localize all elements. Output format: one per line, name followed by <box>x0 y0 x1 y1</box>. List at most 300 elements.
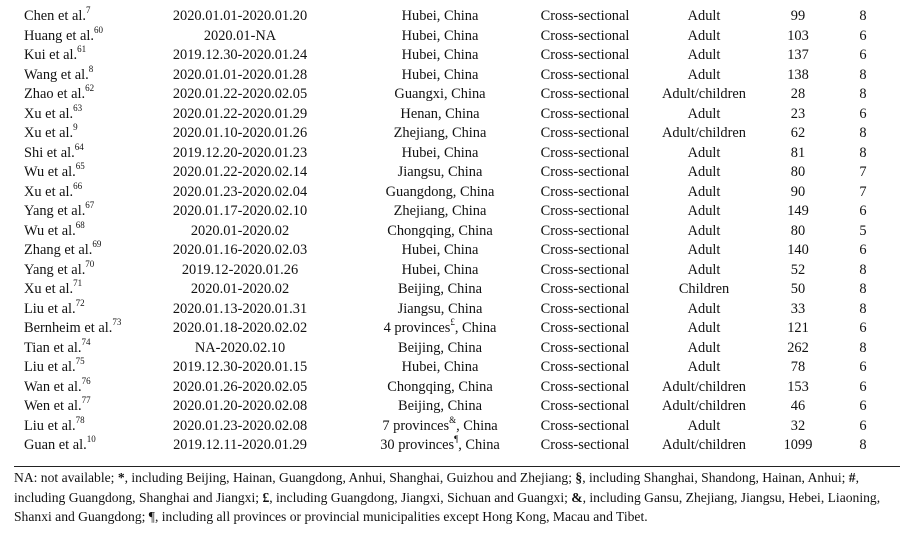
population-cell <box>630 163 778 183</box>
author-name: Chen et al. <box>24 8 86 24</box>
population-cell <box>630 319 778 339</box>
reference-number: 78 <box>75 414 85 425</box>
population-cell <box>630 436 778 456</box>
author-cell <box>0 397 140 417</box>
sample-size-cell <box>778 163 818 183</box>
reference-number: 10 <box>86 434 96 445</box>
sample-size-cell <box>778 436 818 456</box>
population-cell <box>630 7 778 27</box>
quality-score: 6 <box>859 203 867 219</box>
quality-score-cell <box>818 163 908 183</box>
population: Adult/children <box>662 437 746 453</box>
study-period-cell <box>140 417 340 437</box>
design-cell <box>540 261 630 281</box>
table-row <box>0 105 908 125</box>
quality-score: 7 <box>859 164 867 180</box>
study-design: Cross-sectional <box>540 144 630 161</box>
study-design: Cross-sectional <box>540 203 630 219</box>
study-characteristics-table <box>0 7 908 456</box>
quality-score-cell <box>818 7 908 27</box>
location-cell <box>340 280 540 300</box>
location-footnote-mark: £ <box>450 317 455 328</box>
design-cell <box>540 339 630 359</box>
location: Beijing, China <box>398 281 482 297</box>
quality-score: 8 <box>859 86 867 102</box>
author-name: Xu et al. <box>24 125 74 141</box>
author-name: Huang et al. <box>24 27 94 44</box>
table-row <box>0 319 908 339</box>
population: Adult/children <box>662 398 746 414</box>
study-period: 2020.01.23-2020.02.04 <box>172 183 308 200</box>
study-period-cell <box>140 7 340 27</box>
sample-size: 137 <box>787 47 809 63</box>
author-name: Shi et al. <box>24 144 75 161</box>
location-cell <box>340 261 540 281</box>
author-cell <box>0 85 140 105</box>
quality-score-cell <box>818 300 908 320</box>
author-name: Liu et al. <box>24 359 76 375</box>
study-period-cell <box>140 183 340 203</box>
sample-size-cell <box>778 202 818 222</box>
reference-number: 60 <box>93 24 103 35</box>
location: Hubei, China <box>401 66 479 83</box>
quality-score-cell <box>818 46 908 66</box>
location-cell <box>340 222 540 242</box>
reference-number: 75 <box>75 356 85 367</box>
design-cell <box>540 436 630 456</box>
location: Beijing, China <box>398 339 482 356</box>
author-name: Xu et al. <box>24 105 74 122</box>
population: Adult <box>687 222 721 239</box>
author-name: Wan et al. <box>24 378 82 395</box>
location: Guangxi, China <box>394 86 486 102</box>
population: Adult <box>687 320 721 336</box>
study-period-cell <box>140 105 340 125</box>
reference-number: 9 <box>73 122 78 133</box>
study-period: 2020.01.10-2020.01.26 <box>172 125 308 141</box>
location: 4 provinces <box>383 320 451 336</box>
sample-size: 153 <box>787 378 809 395</box>
quality-score: 8 <box>859 144 867 161</box>
author-cell <box>0 336 140 359</box>
quality-score-cell <box>818 85 908 105</box>
footnote-segment: , including Shanghai, Shandong, Hainan, Anhui; <box>582 470 849 485</box>
author-cell <box>0 258 140 281</box>
population: Adult <box>687 66 721 83</box>
population-cell <box>630 85 778 105</box>
reference-number: 66 <box>73 180 83 191</box>
author-cell <box>0 141 140 164</box>
design-cell <box>540 183 630 203</box>
author-name: Liu et al. <box>24 417 76 434</box>
reference-number: 65 <box>75 161 85 172</box>
design-cell <box>540 358 630 378</box>
table-row <box>0 7 908 27</box>
sample-size-cell <box>778 85 818 105</box>
location: Henan, China <box>400 105 480 122</box>
quality-score: 6 <box>859 105 867 122</box>
table-row <box>0 144 908 164</box>
sample-size: 46 <box>790 398 806 414</box>
quality-score-cell <box>818 241 908 261</box>
quality-score: 6 <box>859 242 867 258</box>
population-cell <box>630 358 778 378</box>
sample-size-cell <box>778 183 818 203</box>
population: Adult <box>687 339 721 356</box>
location-cell <box>340 300 540 320</box>
location-country: , China <box>458 437 500 453</box>
sample-size: 103 <box>787 27 809 44</box>
location: Jiangsu, China <box>397 300 483 317</box>
study-period-cell <box>140 144 340 164</box>
table-row <box>0 261 908 281</box>
study-period-cell <box>140 202 340 222</box>
study-design: Cross-sectional <box>540 47 630 63</box>
table-row <box>0 163 908 183</box>
location-cell <box>340 339 540 359</box>
location-cell <box>340 7 540 27</box>
study-period: 2020.01-NA <box>203 27 277 44</box>
sample-size: 81 <box>790 144 806 161</box>
study-design: Cross-sectional <box>540 320 630 336</box>
quality-score-cell <box>818 378 908 398</box>
location: Hubei, China <box>401 261 479 278</box>
author-cell <box>0 358 140 378</box>
reference-number: 72 <box>75 297 85 308</box>
study-design: Cross-sectional <box>540 417 630 434</box>
author-cell <box>0 24 140 47</box>
location-cell <box>340 144 540 164</box>
quality-score-cell <box>818 397 908 417</box>
study-design: Cross-sectional <box>540 125 630 141</box>
population: Adult <box>687 164 721 180</box>
study-design: Cross-sectional <box>540 164 630 180</box>
location: Beijing, China <box>398 398 482 414</box>
study-design: Cross-sectional <box>540 300 630 317</box>
quality-score: 7 <box>859 183 867 200</box>
footnote-segment: ¶ <box>148 509 155 525</box>
population-cell <box>630 27 778 47</box>
sample-size: 32 <box>790 417 806 434</box>
population-cell <box>630 397 778 417</box>
reference-number: 70 <box>85 258 95 269</box>
quality-score: 6 <box>859 359 867 375</box>
sample-size: 140 <box>787 242 809 258</box>
study-period: 2020.01-2020.02 <box>190 222 290 239</box>
author-cell <box>0 102 140 125</box>
population: Adult <box>687 183 721 200</box>
design-cell <box>540 144 630 164</box>
sample-size: 80 <box>790 164 806 180</box>
table-footnote <box>14 468 904 527</box>
table-row <box>0 85 908 105</box>
author-cell <box>0 63 140 86</box>
author-name: Xu et al. <box>24 281 74 297</box>
table-body <box>0 7 908 456</box>
location: Hubei, China <box>401 47 479 63</box>
study-period-cell <box>140 436 340 456</box>
study-period: 2020.01.23-2020.02.08 <box>172 417 308 434</box>
design-cell <box>540 27 630 47</box>
quality-score-cell <box>818 144 908 164</box>
population-cell <box>630 417 778 437</box>
quality-score-cell <box>818 417 908 437</box>
sample-size: 33 <box>790 300 806 317</box>
location-cell <box>340 163 540 183</box>
location: Jiangsu, China <box>397 164 483 180</box>
location-cell <box>340 46 540 66</box>
design-cell <box>540 280 630 300</box>
quality-score-cell <box>818 436 908 456</box>
population-cell <box>630 241 778 261</box>
location-footnote-mark: ¶ <box>454 434 459 445</box>
footnote-segment: * <box>117 470 125 485</box>
study-period-cell <box>140 241 340 261</box>
location: Hubei, China <box>401 242 479 258</box>
reference-number: 67 <box>85 200 95 211</box>
study-design: Cross-sectional <box>540 105 630 122</box>
study-period: 2019.12.11-2020.01.29 <box>173 437 307 453</box>
location-cell <box>340 27 540 47</box>
study-design: Cross-sectional <box>540 183 630 200</box>
study-period: 2020.01.22-2020.01.29 <box>172 105 308 122</box>
location-country: , China <box>456 417 498 434</box>
study-period-cell <box>140 280 340 300</box>
population-cell <box>630 222 778 242</box>
author-name: Yang et al. <box>24 203 86 219</box>
population: Adult/children <box>662 378 746 395</box>
population-cell <box>630 339 778 359</box>
quality-score-cell <box>818 222 908 242</box>
study-period-cell <box>140 85 340 105</box>
table-row <box>0 66 908 86</box>
population-cell <box>630 124 778 144</box>
location-country: , China <box>454 320 497 336</box>
location: Chongqing, China <box>387 222 493 239</box>
footnote-segment: , including Guangdong, Jiangxi, Sichuan and Guangxi; <box>269 489 572 505</box>
quality-score: 8 <box>859 339 867 356</box>
quality-score: 8 <box>859 66 867 83</box>
table-row <box>0 397 908 417</box>
table-row <box>0 46 908 66</box>
author-cell <box>0 219 140 242</box>
location-cell <box>340 397 540 417</box>
study-period: 2020.01.20-2020.02.08 <box>172 398 308 414</box>
location-cell <box>340 414 540 437</box>
study-period-cell <box>140 163 340 183</box>
quality-score: 8 <box>859 437 867 453</box>
location: 30 provinces <box>380 437 455 453</box>
reference-number: 76 <box>81 375 91 386</box>
study-design: Cross-sectional <box>540 242 630 258</box>
author-name: Xu et al. <box>24 183 74 200</box>
sample-size: 80 <box>790 222 806 239</box>
study-design: Cross-sectional <box>540 339 630 356</box>
reference-number: 64 <box>74 141 84 152</box>
design-cell <box>540 66 630 86</box>
sample-size-cell <box>778 46 818 66</box>
footnote-segment: & <box>571 489 583 505</box>
sample-size: 121 <box>787 320 809 336</box>
table-row <box>0 222 908 242</box>
quality-score: 6 <box>859 320 867 336</box>
population: Adult/children <box>662 86 746 102</box>
location: Zhejiang, China <box>393 203 487 219</box>
table-row <box>0 358 908 378</box>
study-design: Cross-sectional <box>540 281 630 297</box>
study-design: Cross-sectional <box>540 222 630 239</box>
study-period-cell <box>140 339 340 359</box>
author-name: Zhang et al. <box>24 242 93 258</box>
location-cell <box>340 241 540 261</box>
population: Adult <box>687 417 721 434</box>
study-period: 2020.01.01-2020.01.28 <box>172 66 308 83</box>
table-row <box>0 183 908 203</box>
study-period-cell <box>140 27 340 47</box>
table-row <box>0 27 908 47</box>
quality-score: 6 <box>859 47 867 63</box>
population-cell <box>630 66 778 86</box>
reference-number: 61 <box>77 44 87 55</box>
author-name: Zhao et al. <box>24 86 86 102</box>
population-cell <box>630 378 778 398</box>
table-row <box>0 124 908 144</box>
study-design: Cross-sectional <box>540 27 630 44</box>
location-cell <box>340 436 540 456</box>
design-cell <box>540 378 630 398</box>
study-period-cell <box>140 397 340 417</box>
study-period: 2020.01.01-2020.01.20 <box>172 8 308 24</box>
footnote-segment: , including Gansu, Zhejiang, Jiangsu, Hebei, Liaoning, Shanxi and Guangdong; <box>14 489 881 525</box>
study-period: NA-2020.02.10 <box>194 339 286 356</box>
population-cell <box>630 300 778 320</box>
quality-score: 6 <box>859 417 867 434</box>
sample-size: 149 <box>787 203 809 219</box>
reference-number: 73 <box>112 317 122 328</box>
sample-size: 50 <box>790 281 806 297</box>
footnote-segment: , including Beijing, Hainan, Guangdong, Anhui, Shanghai, Guizhou and Zhejiang; <box>124 470 576 485</box>
design-cell <box>540 319 630 339</box>
author-cell <box>0 436 140 456</box>
study-period-cell <box>140 124 340 144</box>
author-cell <box>0 202 140 222</box>
quality-score: 8 <box>859 281 867 297</box>
sample-size-cell <box>778 319 818 339</box>
author-name: Guan et al. <box>24 437 87 453</box>
study-design: Cross-sectional <box>540 398 630 414</box>
quality-score-cell <box>818 183 908 203</box>
design-cell <box>540 300 630 320</box>
location: Hubei, China <box>401 27 479 44</box>
study-period: 2020.01.17-2020.02.10 <box>172 203 308 219</box>
design-cell <box>540 85 630 105</box>
reference-number: 63 <box>73 102 83 113</box>
author-name: Wu et al. <box>24 222 76 239</box>
population: Adult/children <box>662 125 746 141</box>
reference-number: 8 <box>88 63 94 74</box>
population: Children <box>678 281 730 297</box>
location-footnote-mark: & <box>449 414 457 425</box>
design-cell <box>540 417 630 437</box>
study-period-cell <box>140 66 340 86</box>
study-period: 2020.01.16-2020.02.03 <box>172 242 308 258</box>
table-row <box>0 378 908 398</box>
study-period-cell <box>140 222 340 242</box>
population: Adult <box>687 8 721 24</box>
reference-number: 62 <box>85 83 95 94</box>
quality-score-cell <box>818 124 908 144</box>
study-period: 2020.01-2020.02 <box>190 281 290 297</box>
population-cell <box>630 144 778 164</box>
table-row <box>0 280 908 300</box>
quality-score: 8 <box>859 261 867 278</box>
population: Adult <box>687 300 721 317</box>
sample-size: 52 <box>790 261 806 278</box>
footnote-segment: NA: not available; <box>14 470 118 485</box>
quality-score: 5 <box>859 222 867 239</box>
quality-score-cell <box>818 202 908 222</box>
population-cell <box>630 105 778 125</box>
sample-size: 138 <box>787 66 809 83</box>
study-period: 2020.01.13-2020.01.31 <box>172 300 308 317</box>
location: Hubei, China <box>401 8 479 24</box>
sample-size-cell <box>778 378 818 398</box>
sample-size: 78 <box>790 359 806 375</box>
table-row <box>0 202 908 222</box>
author-name: Liu et al. <box>24 300 76 317</box>
location-cell <box>340 105 540 125</box>
location: Chongqing, China <box>387 378 493 395</box>
population-cell <box>630 46 778 66</box>
sample-size-cell <box>778 124 818 144</box>
quality-score-cell <box>818 358 908 378</box>
study-design: Cross-sectional <box>540 359 630 375</box>
footnote-segment: , including all provinces or provincial municipalities except Hong Kong, Macau and Tibet. <box>154 509 648 525</box>
sample-size-cell <box>778 66 818 86</box>
study-design: Cross-sectional <box>540 86 630 102</box>
population: Adult <box>687 47 721 63</box>
footnote-segment: § <box>575 470 583 485</box>
footnote-segment: £ <box>262 489 270 505</box>
author-name: Tian et al. <box>24 339 82 356</box>
design-cell <box>540 397 630 417</box>
sample-size: 262 <box>787 339 809 356</box>
location-cell <box>340 183 540 203</box>
design-cell <box>540 241 630 261</box>
author-cell <box>0 280 140 300</box>
study-period: 2020.01.22-2020.02.14 <box>172 164 308 180</box>
reference-number: 69 <box>92 239 102 250</box>
sample-size-cell <box>778 280 818 300</box>
author-cell <box>0 180 140 203</box>
study-period-cell <box>140 358 340 378</box>
quality-score: 6 <box>859 27 867 44</box>
population-cell <box>630 280 778 300</box>
table-row <box>0 339 908 359</box>
study-period: 2020.01.18-2020.02.02 <box>172 320 308 336</box>
sample-size: 28 <box>790 86 806 102</box>
study-period: 2019.12.30-2020.01.15 <box>172 359 308 375</box>
sample-size-cell <box>778 144 818 164</box>
location: Hubei, China <box>401 359 479 375</box>
study-period-cell <box>140 46 340 66</box>
sample-size: 99 <box>790 8 806 24</box>
design-cell <box>540 163 630 183</box>
sample-size-cell <box>778 105 818 125</box>
location-cell <box>340 358 540 378</box>
author-cell <box>0 46 140 66</box>
author-cell <box>0 163 140 183</box>
